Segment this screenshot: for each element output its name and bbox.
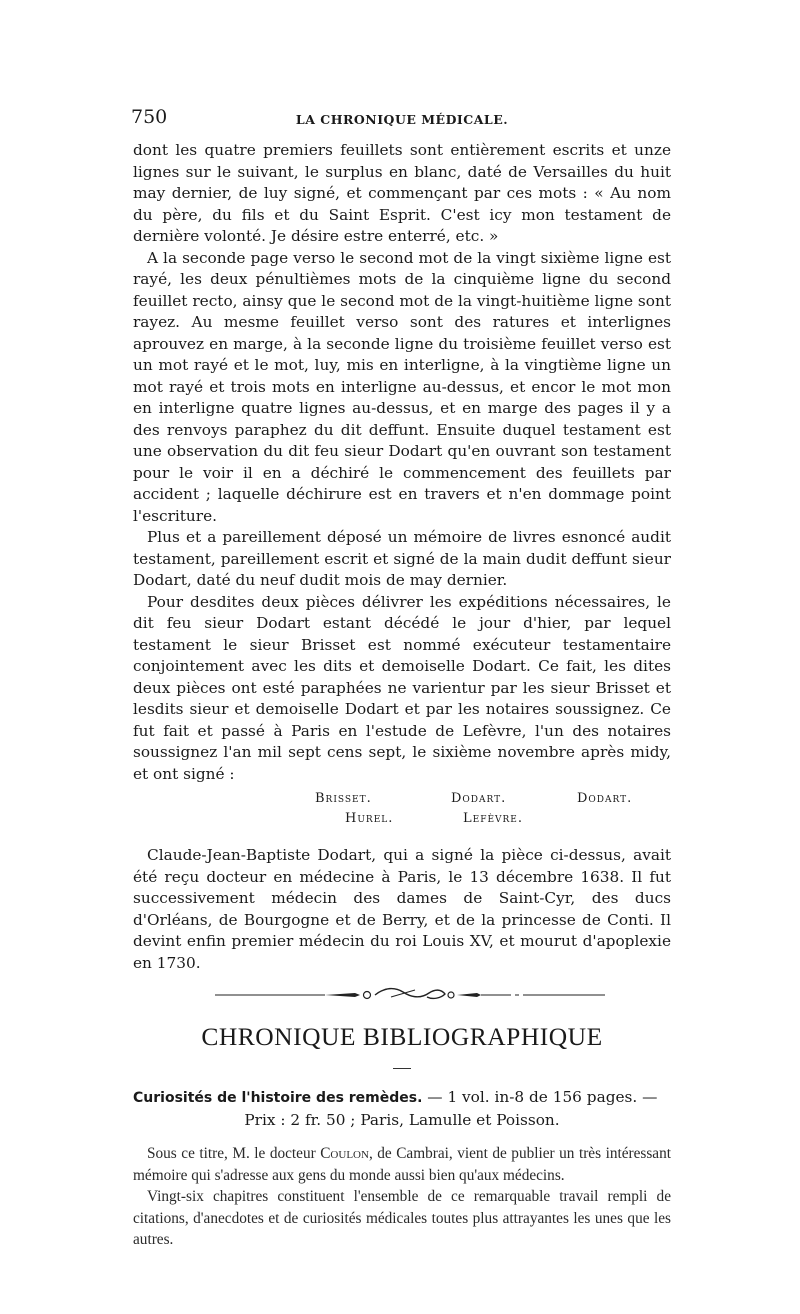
signature-dodart-1: Dodart. — [451, 791, 507, 806]
document-page — [133, 100, 671, 1251]
signatures-block — [133, 787, 671, 831]
page-header — [133, 100, 671, 140]
paragraph-biography: Claude-Jean-Baptiste Dodart, qui a signé la pièce ci-dessus, avait été reçu docteur en médecine à Paris, le 13 décembre 1638. Il fut successivement médecin des dames de Saint-Cyr, des ducs d'Orléans, de Bourgogne et de Berry, et de la princesse de Conti. Il devint enfin premier médecin du roi Louis XV, et mourut d'apoplexie en 1730. — [133, 846, 671, 972]
entry-title: Curiosités de l'histoire des remèdes. — [133, 1090, 423, 1106]
signature-dodart-2: Dodart. — [577, 791, 633, 806]
entry-heading — [133, 1087, 671, 1110]
signature-brisset: Brisset. — [315, 791, 372, 806]
review-continuation: , de Cambrai, vient de publier un très intéressant mémoire qui s'adresse aux gens du monde aussi bien qu'aux médecins. — [133, 1145, 671, 1184]
paragraph-expeditions: Pour desdites deux pièces délivrer les expéditions nécessaires, le dit feu sieur Dodart estant décédé le jour d'hier, par lequel testament le sieur Brisset est nommé exécuteur testamentaire conjointement avec les dits et demoiselle Dodart. Ce fait, les dites deux pièces ont esté paraphées ne varientur par les sieur Brisset et lesdits sieur et demoiselle Dodart et par les notaires soussignez. Ce fut fait et passé à Paris en l'estude de Lefèvre, l'un des notaires soussignez l'an mil sept cens sept, le sixième novembre après midy, et ont signé : — [133, 592, 671, 783]
entry-details: — 1 vol. in-8 de 156 pages. — — [422, 1088, 658, 1106]
ornament-rule-icon — [215, 986, 605, 1004]
running-head: LA CHRONIQUE MÉDICALE. — [295, 112, 509, 127]
review-text — [133, 1143, 671, 1251]
page-number: 750 — [131, 106, 168, 128]
paragraph-memoire: Plus et a pareillement déposé un mémoire de livres esnoncé audit testament, pareillement escrit et signé de la main dudit deffunt sieur Dodart, daté du neuf dudit mois de may dernier. — [133, 528, 671, 589]
title-divider — [393, 1068, 411, 1069]
signature-hurel: Hurel. — [345, 811, 394, 826]
section-title: CHRONIQUE BIBLIOGRAPHIQUE — [201, 1022, 603, 1051]
signature-lefevre: Lefèvre. — [463, 811, 523, 826]
paragraph-erasures: A la seconde page verso le second mot de la vingt sixième ligne est rayé, les deux pénultièmes mots de la cinquième ligne du second feuillet recto, ainsy que le second mot de la vingt-huitième ligne sont rayez. Au mesme feuillet verso sont des ratures et interlignes aprouvez en marge, à la seconde ligne du troisième feuillet verso est un mot rayé et le mot, luy, mis en interligne, à la vingtième ligne un mot rayé et trois mots en interligne au-dessus, et encor le mot mon en interligne quatre lignes au-dessus, et en marge des pages il y a des renvoys paraphez du dit deffunt. Ensuite duquel testament est une observation du dit feu sieur Dodart qu'en ouvrant son testament pour le voir il en a déchiré le commencement des feuillets par accident ; laquelle déchirure est en travers et n'en dommage point l'escriture. — [133, 248, 671, 525]
bibliography-entry — [133, 1087, 671, 1131]
paragraph-testament-opening: dont les quatre premiers feuillets sont entièrement escrits et unze lignes sur le suivant, le surplus en blanc, daté de Versailles du huit may dernier, de luy signé, et commençant par ces mots : « Au nom du père, du fils et du Saint Esprit. C'est icy mon testament de dernière volonté. Je désire estre enterré, etc. » — [133, 141, 671, 245]
review-intro: Sous ce titre, M. le docteur — [147, 1145, 321, 1162]
decorative-ornament — [215, 986, 671, 1004]
review-author: Coulon — [320, 1145, 369, 1162]
review-paragraph-1 — [133, 1143, 671, 1186]
entry-price: Prix : 2 fr. 50 ; Paris, Lamulle et Poisson. — [244, 1110, 560, 1129]
review-paragraph-2: Vingt-six chapitres constituent l'ensemble de ce remarquable travail rempli de citations, d'anecdotes et de curiosités médicales toutes plus attrayantes les unes que les autres. — [133, 1188, 671, 1248]
